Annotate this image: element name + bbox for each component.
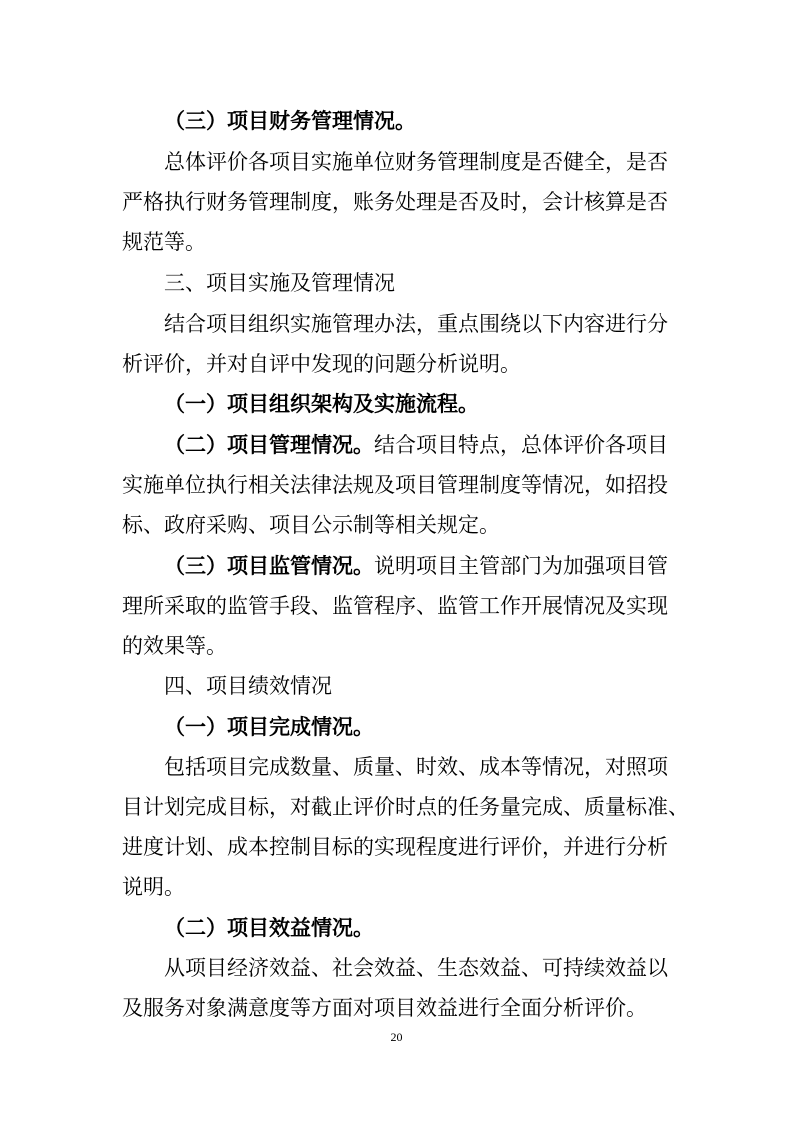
text-line xyxy=(164,556,719,577)
page-number: 20 xyxy=(390,1030,403,1044)
text-span: 说明项目主管部门为加强项目管 xyxy=(374,554,668,578)
text-line: 进度计划、成本控制目标的实现程度进行评价，并进行分析 xyxy=(122,835,668,859)
text-line xyxy=(164,435,719,456)
text-line: 标、政府采购、项目公示制等相关规定。 xyxy=(122,513,500,537)
subheading-supervision: （三）项目监管情况。 xyxy=(164,554,374,578)
text-line: 包括项目完成数量、质量、时效、成本等情况，对照项 xyxy=(164,755,668,779)
section-heading-4: 四、项目绩效情况 xyxy=(164,674,332,698)
text-line: 从项目经济效益、社会效益、生态效益、可持续效益以 xyxy=(164,956,668,980)
subheading-finance: （三）项目财务管理情况。 xyxy=(164,109,416,133)
text-line: 理所采取的监管手段、监管程序、监管工作开展情况及实现 xyxy=(122,594,668,618)
text-line: 结合项目组织实施管理办法，重点围绕以下内容进行分 xyxy=(164,312,668,336)
text-line: 实施单位执行相关法律法规及项目管理制度等情况，如招投 xyxy=(122,473,668,497)
subheading-completion: （一）项目完成情况。 xyxy=(164,715,374,739)
text-line: 严格执行财务管理制度，账务处理是否及时，会计核算是否 xyxy=(122,190,668,214)
text-line: 析评价，并对自评中发现的问题分析说明。 xyxy=(122,352,521,376)
subheading-benefit: （二）项目效益情况。 xyxy=(164,916,374,940)
text-line: 总体评价各项目实施单位财务管理制度是否健全，是否 xyxy=(164,150,668,174)
text-line: 说明。 xyxy=(122,875,185,899)
text-line: 及服务对象满意度等方面对项目效益进行全面分析评价。 xyxy=(122,996,647,1020)
section-heading-3: 三、项目实施及管理情况 xyxy=(164,271,395,295)
text-line: 目计划完成目标，对截止评价时点的任务量完成、质量标准、 xyxy=(122,795,689,819)
subheading-org: （一）项目组织架构及实施流程。 xyxy=(164,392,479,416)
text-span: 结合项目特点，总体评价各项目 xyxy=(374,433,668,457)
text-line: 的效果等。 xyxy=(122,634,227,658)
text-line: 规范等。 xyxy=(122,230,206,254)
subheading-management: （二）项目管理情况。 xyxy=(164,433,374,457)
